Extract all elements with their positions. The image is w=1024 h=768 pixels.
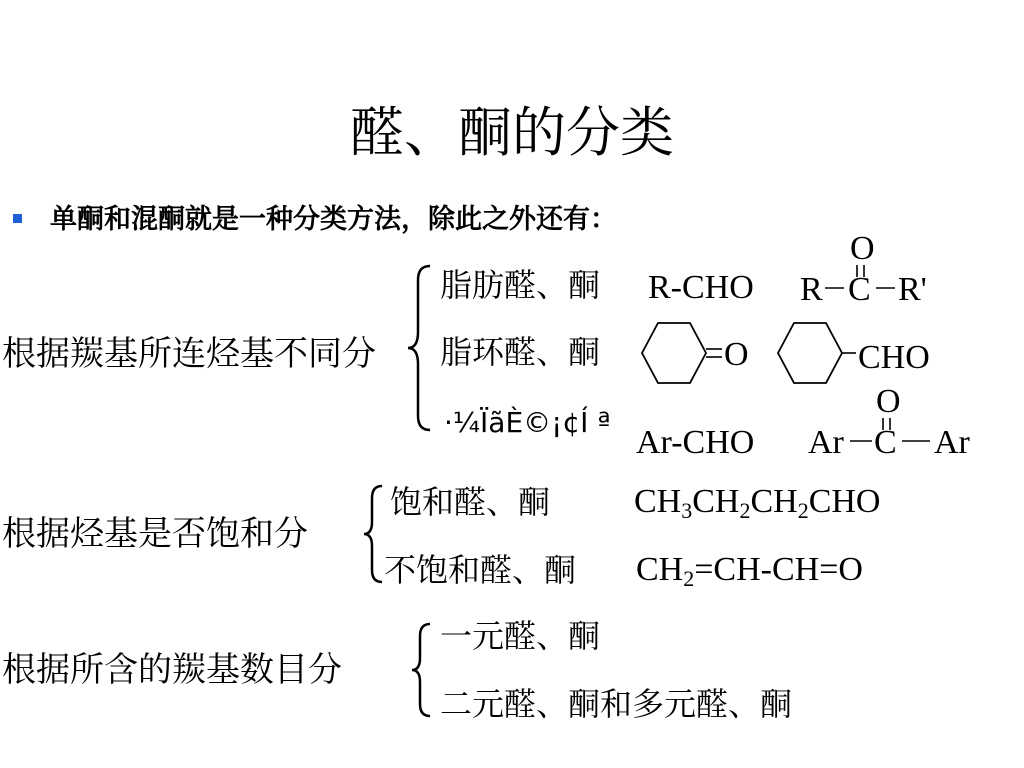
formula-cyclohexanone — [640, 320, 760, 390]
aryl-ketone-ar1: Ar — [808, 424, 844, 461]
formula-butanal: $CH_3CH_2CH_2CHO$ — [634, 483, 881, 523]
section-1-label: 根据羰基所连烃基不同分 — [2, 334, 376, 374]
section-2-label: 根据烃基是否饱和分 — [2, 514, 308, 554]
item-saturated: 饱和醛、酮 — [390, 483, 551, 521]
section-3-label: 根据所含的羰基数目分 — [2, 650, 342, 690]
formula-propenal: $CH_2=CH-CH=O$ — [636, 551, 863, 591]
formula-ketone-r-co-r — [798, 228, 938, 312]
section-2-brace — [362, 482, 386, 586]
item-aliphatic: 脂肪醛、酮 — [440, 266, 601, 304]
formula-ketone-ar-co-ar — [806, 381, 986, 465]
aryl-ketone-oxygen: O — [876, 383, 901, 420]
item-unsaturated: 不饱和醛、酮 — [384, 551, 577, 589]
item-monocarbonyl: 一元醛、酮 — [440, 617, 601, 655]
item-alicyclic: 脂环醛、酮 — [440, 333, 601, 371]
formula-ar-cho: Ar-CHO — [636, 424, 755, 461]
page-title: 醛、酮的分类 — [350, 101, 674, 164]
aryl-ketone-ar2: Ar — [934, 424, 970, 461]
ketone-r2: R' — [898, 271, 927, 308]
section-3-brace — [410, 620, 434, 720]
ketone-r1: R — [800, 271, 823, 308]
bullet-text: 单酮和混酮就是一种分类方法，除此之外还有： — [50, 204, 617, 235]
formula-r-cho: R-CHO — [648, 269, 754, 306]
cyclohexanone-oxygen: O — [724, 336, 749, 373]
formula-cyclohexane-carbaldehyde — [776, 320, 946, 390]
aryl-ketone-carbon: C — [874, 424, 897, 461]
item-dicarbonyl-polycarbonyl: 二元醛、酮和多元醛、酮 — [440, 685, 793, 723]
ketone-oxygen: O — [850, 230, 875, 267]
item-aromatic: ·¼ÏãÈ©¡¢Í ª — [444, 406, 611, 439]
bullet-square-icon — [13, 214, 22, 223]
ketone-carbon: C — [848, 271, 871, 308]
cho-group: CHO — [858, 339, 930, 376]
section-1-brace — [406, 262, 434, 434]
